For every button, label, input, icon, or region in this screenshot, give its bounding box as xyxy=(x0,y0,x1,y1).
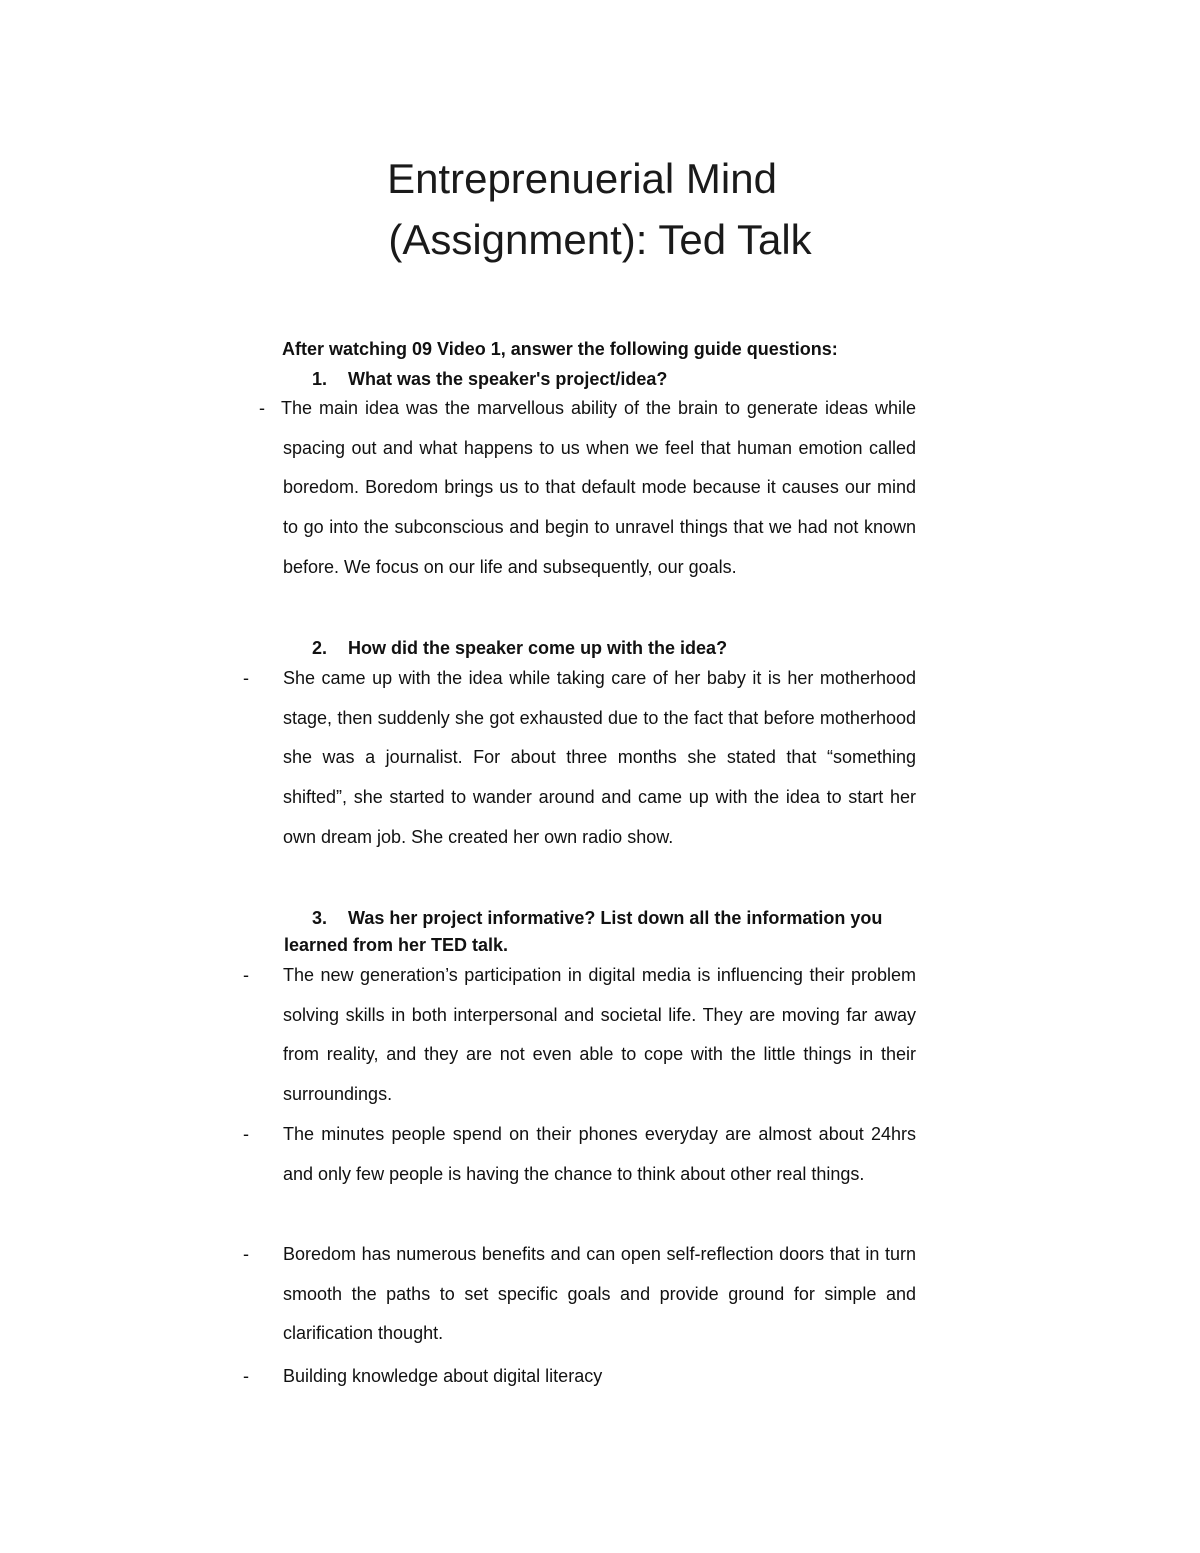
answer-3-1-text: The new generation’s participation in digital media is influencing their problem solving skills in both interpersonal and societal life. They are moving far away from reality, and they are not even able to cope with the little things in their surroundings. xyxy=(283,965,916,1105)
question-1-number: 1. xyxy=(312,369,328,389)
question-3-number: 3. xyxy=(312,908,328,928)
answer-3-4 xyxy=(243,1357,916,1397)
document-title-line-1: Entreprenuerial Mind xyxy=(387,155,777,202)
answer-2-1-text: She came up with the idea while taking care of her baby it is her motherhood stage, then suddenly she got exhausted due to the fact that before motherhood she was a journalist. For about three months she stated that “something shifted”, she started to wander around and came up with the idea to start her own dream job. She created her own radio show. xyxy=(283,668,916,847)
answer-3-2-dash: - xyxy=(243,1124,249,1144)
question-3-line-1 xyxy=(312,905,882,931)
question-2-number: 2. xyxy=(312,638,328,658)
answer-3-3-dash: - xyxy=(243,1244,249,1264)
question-3-text-line-1: Was her project informative? List down all the information you xyxy=(348,908,883,928)
answer-3-4-dash: - xyxy=(243,1366,249,1386)
answer-3-2 xyxy=(243,1115,916,1194)
intro-instruction: After watching 09 Video 1, answer the following guide questions: xyxy=(282,339,838,359)
answer-3-3-text: Boredom has numerous benefits and can open self-reflection doors that in turn smooth the paths to set specific goals and provide ground for simple and clarification thought. xyxy=(283,1244,916,1344)
answer-3-1-dash: - xyxy=(243,965,249,985)
answer-3-1 xyxy=(243,956,916,1115)
answer-3-3 xyxy=(243,1235,916,1354)
answer-1-1-dash: - xyxy=(259,398,265,418)
answer-1-1-text: The main idea was the marvellous ability of the brain to generate ideas while spacing out and what happens to us when we feel that human emotion called boredom. Boredom brings us to that default mode because it causes our mind to go into the subconscious and begin to unravel things that we had not known before. We focus on our life and subsequently, our goals. xyxy=(281,398,916,577)
answer-3-2-text: The minutes people spend on their phones everyday are almost about 24hrs and only few people is having the chance to think about other real things. xyxy=(283,1124,916,1184)
answer-1-1 xyxy=(259,389,916,588)
question-3-text-line-2: learned from her TED talk. xyxy=(284,935,509,955)
answer-3-4-text: Building knowledge about digital literacy xyxy=(283,1366,603,1386)
document-title-line-2: (Assignment): Ted Talk xyxy=(388,216,812,263)
question-2 xyxy=(312,635,727,661)
answer-2-1 xyxy=(243,659,916,858)
question-1-text: What was the speaker's project/idea? xyxy=(348,369,668,389)
question-3-line-2 xyxy=(284,932,508,958)
question-2-text: How did the speaker come up with the idea? xyxy=(348,638,728,658)
answer-2-1-dash: - xyxy=(243,668,249,688)
